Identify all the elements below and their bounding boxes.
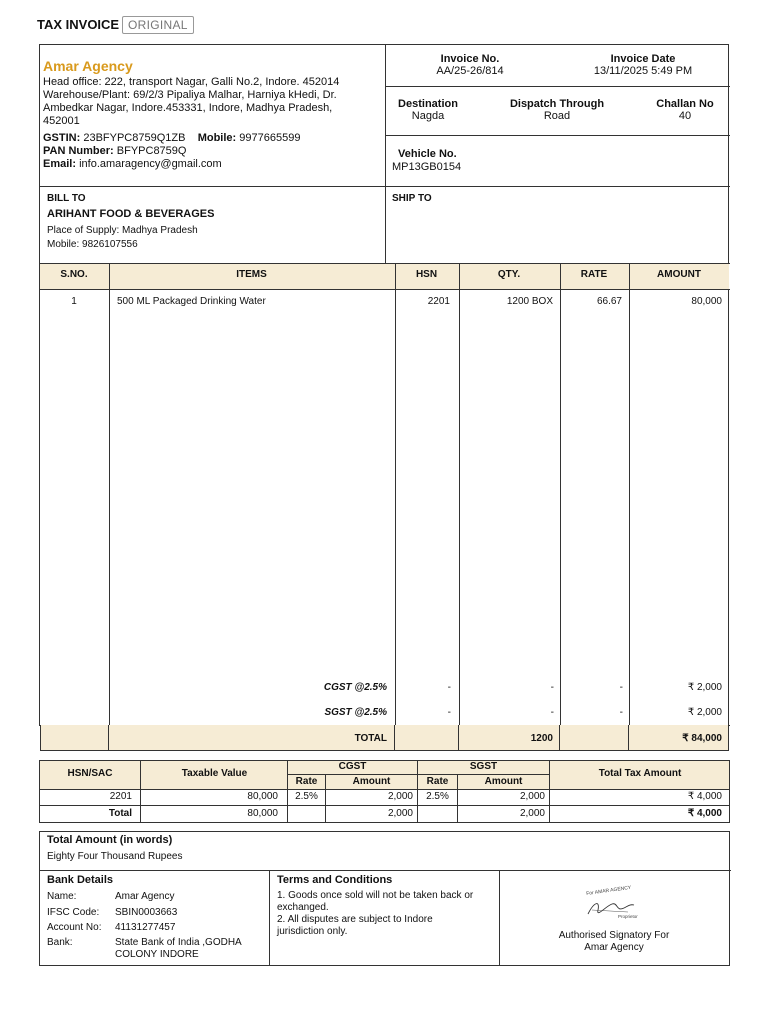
dispatch-label: Dispatch Through — [509, 98, 605, 110]
signature-stamp — [568, 880, 663, 926]
item-sno: 1 — [71, 296, 77, 307]
col-rate-header: RATE — [580, 269, 608, 280]
tax-total-header: Total Tax Amount — [598, 768, 682, 779]
signatory-line2: Amar Agency — [584, 942, 644, 953]
account-label: Account No: — [47, 922, 102, 933]
destination-label: Destination — [398, 98, 458, 110]
tax-row-total: ₹ 4,000 — [687, 791, 722, 802]
gstin-value: 23BFYPC8759Q1ZB — [83, 132, 186, 144]
cgst-label: CGST @2.5% — [323, 682, 387, 693]
terms-line4: jurisdiction only. — [277, 926, 348, 937]
tax-sgst-amount-header: Amount — [484, 776, 523, 787]
bank-name-value: Amar Agency — [115, 891, 175, 902]
invoice-date-label: Invoice Date — [610, 53, 676, 65]
total-qty: 1200 — [530, 733, 553, 744]
tax-total-taxable: 80,000 — [247, 808, 278, 819]
tax-taxable-header: Taxable Value — [181, 768, 248, 779]
bank-name-label: Name: — [47, 891, 77, 902]
sgst-hsn: - — [447, 707, 451, 718]
stamp-top-text: For AMAR AGENCY — [585, 884, 632, 898]
ship-to-label: SHIP TO — [392, 193, 432, 204]
place-value: Madhya Pradesh — [122, 225, 198, 236]
sgst-qty: - — [550, 707, 554, 718]
seller-mobile-value: 9977665599 — [239, 132, 301, 144]
buyer-mobile-row — [47, 239, 138, 250]
cgst-qty: - — [550, 682, 554, 693]
pan-label: PAN Number: — [43, 145, 114, 157]
cgst-hsn: - — [447, 682, 451, 693]
tax-total-cgst: 2,000 — [387, 808, 413, 819]
item-rate: 66.67 — [596, 296, 622, 307]
tax-cgst-header: CGST — [338, 761, 367, 772]
tax-cgst-rate-header: Rate — [295, 776, 318, 787]
seller-pan-row — [43, 145, 186, 157]
cgst-amount: ₹ 2,000 — [687, 682, 722, 693]
place-label: Place of Supply: — [47, 225, 120, 236]
invoice-no-label: Invoice No. — [440, 53, 500, 65]
seller-warehouse-line2: Ambedkar Nagar, Indore.453331, Indore, Madhya Pradesh, — [43, 102, 333, 114]
seller-email-row — [43, 158, 222, 170]
seller-warehouse-line3: 452001 — [43, 115, 80, 127]
terms-line1: 1. Goods once sold will not be taken back or — [277, 890, 474, 901]
email-value: info.amaragency@gmail.com — [79, 158, 222, 170]
ifsc-value: SBIN0003663 — [115, 907, 178, 918]
bank-value-line2: COLONY INDORE — [115, 949, 199, 960]
vehicle-label: Vehicle No. — [398, 148, 457, 160]
signatory-line1: Authorised Signatory For — [558, 930, 670, 941]
buyer-name: ARIHANT FOOD & BEVERAGES — [47, 208, 215, 220]
col-amount-header: AMOUNT — [657, 269, 701, 280]
terms-title: Terms and Conditions — [277, 874, 393, 886]
seller-mobile-label: Mobile: — [197, 132, 237, 144]
col-items-header: ITEMS — [236, 269, 267, 280]
total-amount: ₹ 84,000 — [682, 733, 722, 744]
tax-total-amount: ₹ 4,000 — [687, 808, 722, 819]
challan-value: 40 — [678, 110, 692, 122]
tax-sgst-header: SGST — [469, 761, 498, 772]
vehicle-value: MP13GB0154 — [392, 161, 462, 173]
tax-row-hsn: 2201 — [109, 791, 132, 802]
email-label: Email: — [43, 158, 77, 170]
dispatch-value: Road — [543, 110, 571, 122]
tax-row-taxable: 80,000 — [247, 791, 278, 802]
item-name: 500 ML Packaged Drinking Water — [117, 296, 266, 307]
invoice-date-value: 13/11/2025 5:49 PM — [593, 65, 693, 77]
tax-row-sgst-rate: 2.5% — [426, 791, 449, 802]
item-hsn: 2201 — [427, 296, 450, 307]
signature-stamp-graphic — [568, 880, 663, 926]
col-qty-header: QTY. — [497, 269, 521, 280]
item-amount: 80,000 — [691, 296, 722, 307]
sgst-rate: - — [619, 707, 623, 718]
seller-warehouse-line1: Warehouse/Plant: 69/2/3 Pipaliya Malhar, Harniya kHedi, Dr. — [43, 89, 337, 101]
bank-value-line1: State Bank of India ,GODHA — [115, 937, 242, 948]
tax-sgst-rate-header: Rate — [426, 776, 449, 787]
tax-cgst-amount-header: Amount — [352, 776, 391, 787]
item-qty: 1200 BOX — [506, 296, 553, 307]
amount-words-value: Eighty Four Thousand Rupees — [47, 851, 183, 862]
tax-row-cgst-rate: 2.5% — [295, 791, 318, 802]
terms-line3: 2. All disputes are subject to Indore — [277, 914, 433, 925]
gstin-label: GSTIN: — [43, 132, 81, 144]
original-badge: ORIGINAL — [122, 16, 194, 34]
col-hsn-header: HSN — [415, 269, 438, 280]
bank-label: Bank: — [47, 937, 73, 948]
seller-name: Amar Agency — [43, 58, 133, 74]
destination-value: Nagda — [411, 110, 445, 122]
bill-to-label: BILL TO — [47, 193, 86, 204]
tax-total-sgst: 2,000 — [519, 808, 545, 819]
account-value: 41131277457 — [115, 922, 176, 933]
tax-hsn-header: HSN/SAC — [67, 768, 113, 779]
stamp-bottom-text: Proprietor — [618, 914, 638, 919]
amount-words-label: Total Amount (in words) — [47, 834, 173, 846]
challan-label: Challan No — [656, 98, 714, 110]
tax-total-label: Total — [108, 808, 132, 819]
place-of-supply-row — [47, 225, 198, 236]
terms-line2: exchanged. — [277, 902, 329, 913]
seller-gstin-row — [43, 132, 300, 144]
seller-head-office: Head office: 222, transport Nagar, Galli No.2, Indore. 452014 — [43, 76, 340, 88]
cgst-rate: - — [619, 682, 623, 693]
col-sno-header: S.NO. — [60, 269, 88, 280]
tax-row-cgst-amount: 2,000 — [387, 791, 413, 802]
invoice-no-value: AA/25-26/814 — [436, 65, 504, 77]
pan-value: BFYPC8759Q — [116, 145, 187, 157]
buyer-mobile-label: Mobile: — [47, 239, 80, 250]
tax-row-sgst-amount: 2,000 — [519, 791, 545, 802]
sgst-label: SGST @2.5% — [324, 707, 387, 718]
sgst-amount: ₹ 2,000 — [687, 707, 722, 718]
document-title: TAX INVOICE — [37, 17, 120, 32]
bank-details-title: Bank Details — [47, 874, 114, 886]
buyer-mobile-value: 9826107556 — [82, 239, 138, 250]
ifsc-label: IFSC Code: — [47, 907, 100, 918]
total-label: TOTAL — [354, 733, 387, 744]
